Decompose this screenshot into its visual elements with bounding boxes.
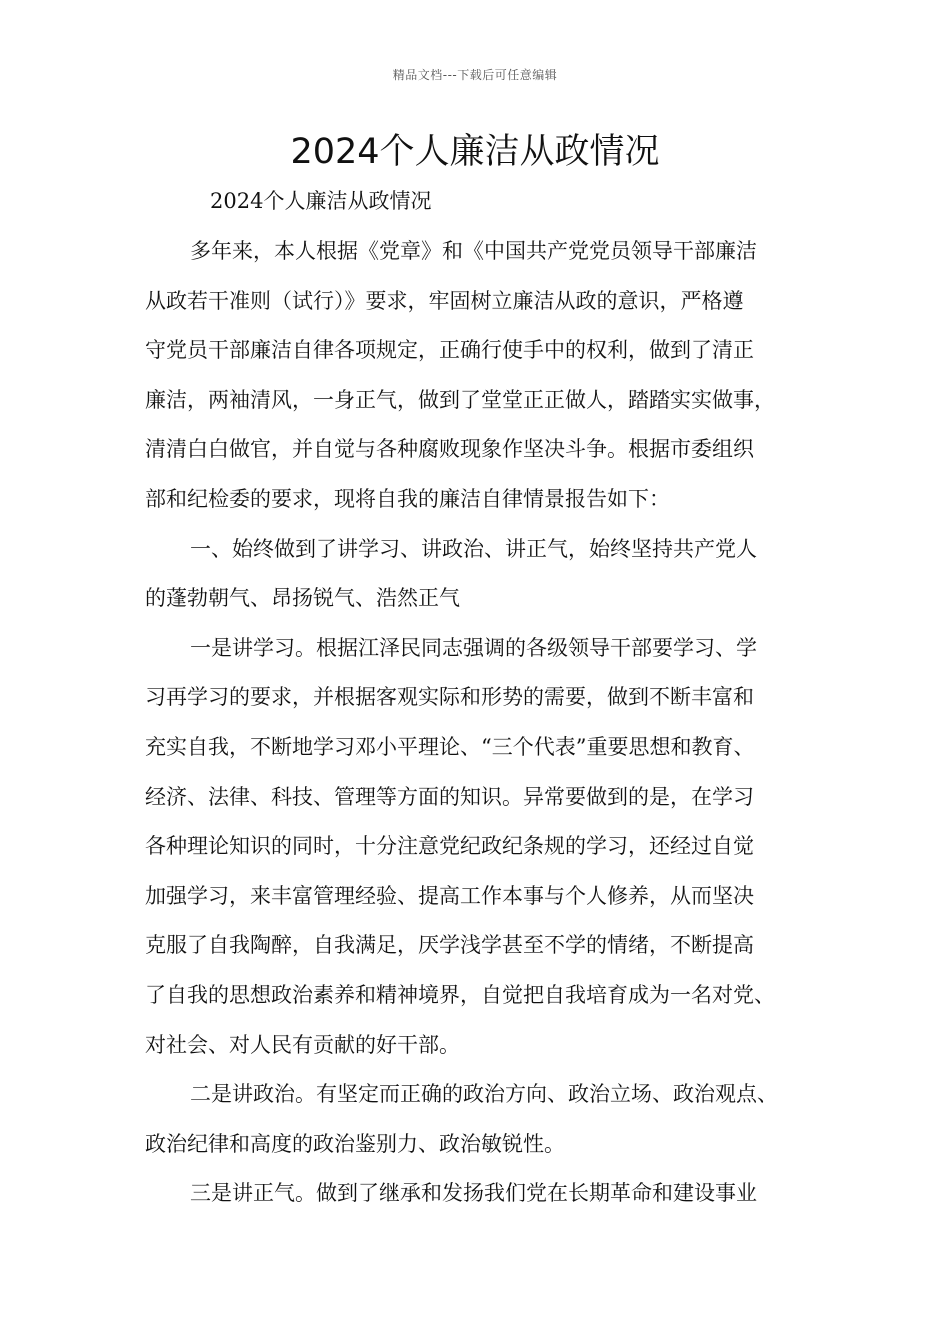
body-line: 习再学习的要求，并根据客观实际和形势的需要，做到不断丰富和 — [145, 685, 754, 710]
body-line: 从政若干准则（试行）》要求，牢固树立廉洁从政的意识，严格遵 — [145, 288, 744, 313]
body-line: 三是讲正气。做到了继承和发扬我们党在长期革命和建设事业 — [190, 1181, 757, 1206]
document-subtitle: 2024个人廉洁从政情况 — [210, 189, 432, 213]
header-note: 精品文档---下载后可任意编辑 — [392, 68, 558, 82]
body-line: 多年来，本人根据《党章》和《中国共产党党员领导干部廉洁 — [190, 239, 757, 263]
body-line: 克服了自我陶醉，自我满足，厌学浅学甚至不学的情绪，不断提高 — [145, 933, 754, 958]
body-line: 一是讲学习。根据江泽民同志强调的各级领导干部要学习、学 — [190, 635, 757, 660]
body-line: 对社会、对人民有贡献的好干部。 — [145, 1032, 460, 1057]
body-line: 的蓬勃朝气、昂扬锐气、浩然正气 — [145, 586, 460, 611]
body-line: 部和纪检委的要求，现将自我的廉洁自律情景报告如下： — [145, 486, 670, 511]
body-line: 经济、法律、科技、管理等方面的知识。异常要做到的是，在学习 — [145, 784, 754, 809]
body-line: 二是讲政治。有坚定而正确的政治方向、政治立场、政治观点、 — [190, 1082, 778, 1107]
document-title: 2024个人廉洁从政情况 — [290, 132, 660, 172]
body-line: 政治纪律和高度的政治鉴别力、政治敏锐性。 — [145, 1131, 565, 1156]
body-line: 加强学习，来丰富管理经验、提高工作本事与个人修养，从而坚决 — [145, 883, 754, 908]
body-line: 各种理论知识的同时，十分注意党纪政纪条规的学习，还经过自觉 — [145, 834, 754, 859]
document-body — [145, 233, 825, 1225]
body-line: 清清白白做官，并自觉与各种腐败现象作坚决斗争。根据市委组织 — [145, 437, 754, 462]
body-line: 了自我的思想政治素养和精神境界，自觉把自我培育成为一名对党、 — [145, 982, 775, 1007]
body-line: 一、始终做到了讲学习、讲政治、讲正气，始终坚持共产党人 — [190, 536, 757, 561]
body-line: 守党员干部廉洁自律各项规定，正确行使手中的权利，做到了清正 — [145, 338, 754, 363]
body-line: 廉洁，两袖清风，一身正气，做到了堂堂正正做人，踏踏实实做事， — [145, 387, 775, 412]
body-line: 充实自我，不断地学习邓小平理论、“三个代表”重要思想和教育、 — [145, 734, 755, 759]
